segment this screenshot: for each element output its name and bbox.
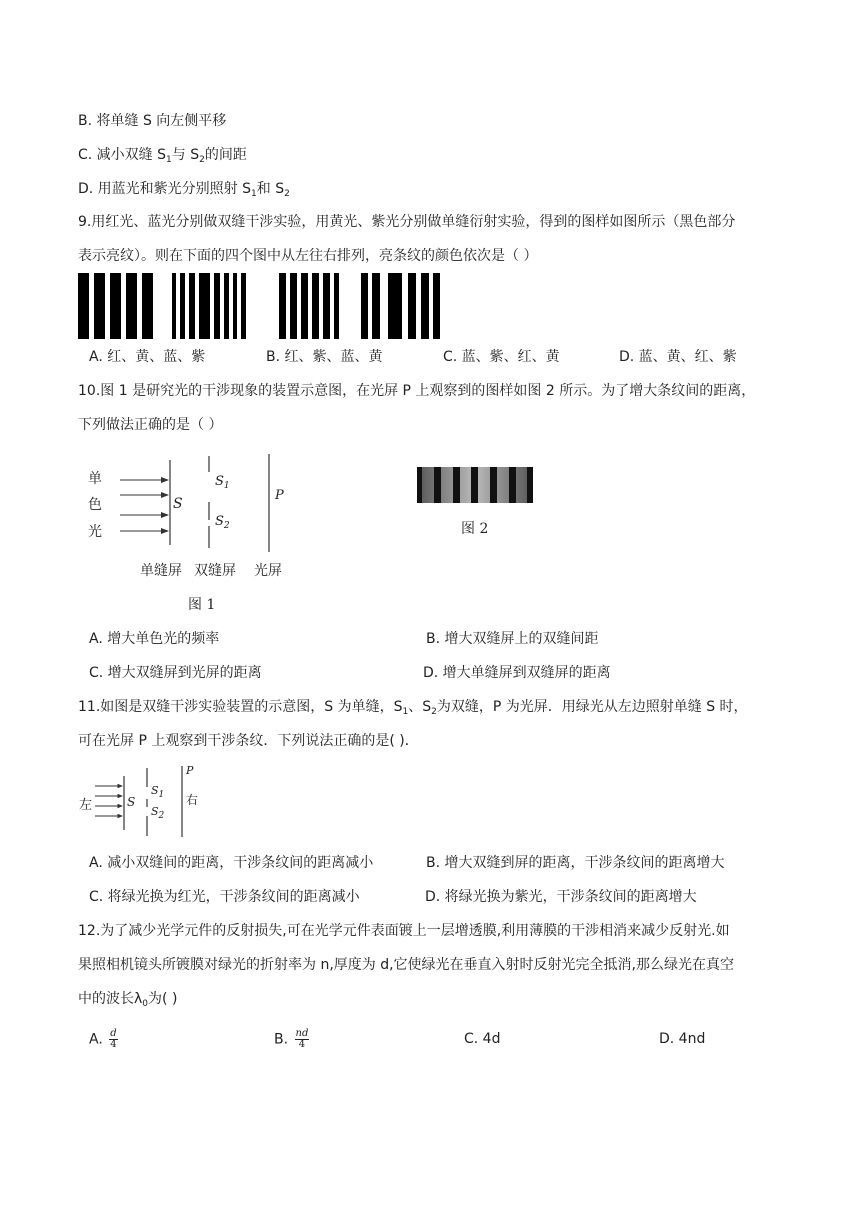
subscript: 1 xyxy=(223,481,230,491)
fraction-numerator: nd xyxy=(295,1028,309,1039)
q12-stem-line2: 果照相机镜头所镀膜对绿光的折射率为 n,厚度为 d,它使绿光在垂直入射时反射光完全抵消,那么绿光在真空 xyxy=(78,957,735,973)
q9-pattern-3 xyxy=(279,273,339,339)
q11-option-d[interactable]: D. 将绿光换为紫光，干涉条纹间的距离增大 xyxy=(425,889,697,905)
q9-pattern-2 xyxy=(172,273,246,339)
figure-1-caption: 图 1 xyxy=(188,597,216,613)
q11-stem-text: 11.如图是双缝干涉实验装置的示意图，S 为单缝，S xyxy=(78,699,403,715)
subscript: 1 xyxy=(158,790,165,800)
q11-s1-letter: S xyxy=(151,784,159,797)
q11-p-label: P xyxy=(186,764,194,777)
subscript: 2 xyxy=(199,155,205,165)
subscript: 2 xyxy=(223,521,230,531)
q10-option-d[interactable]: D. 增大单缝屏到双缝屏的距离 xyxy=(423,665,611,681)
q8-option-c xyxy=(78,145,247,170)
q12-option-b-label: B. xyxy=(274,1031,289,1048)
slit-s-label: S xyxy=(173,496,183,512)
label-light-screen: 光屏 xyxy=(254,563,282,579)
subscript: 2 xyxy=(284,189,290,199)
q8-option-c-text: 与 S xyxy=(171,147,200,163)
subscript: 1 xyxy=(251,189,257,199)
q11-incident-arrows xyxy=(95,786,122,816)
q10-stem-line1: 10.图 1 是研究光的干涉现象的装置示意图，在光屏 P 上观察到的图样如图 2 所示。为了增大条纹间的距离， xyxy=(78,383,756,399)
figure-2-caption: 图 2 xyxy=(461,521,489,537)
q8-option-d-text: D. 用蓝光和紫光分别照射 S xyxy=(78,181,252,197)
q12-stem-line1: 12.为了减少光学元件的反射损失,可在光学元件表面镀上一层增透膜,利用薄膜的干涉相消来减少反射光.如 xyxy=(78,923,730,939)
q9-stem-line2: 表示亮纹）。则在下面的四个图中从左往右排列，亮条纹的颜色依次是（ ） xyxy=(78,248,538,264)
q11-option-a[interactable]: A. 减小双缝间的距离，干涉条纹间的距离减小 xyxy=(89,855,374,871)
q8-option-d xyxy=(78,179,290,204)
slit-s1-letter: S xyxy=(215,474,224,489)
q8-option-d-text: 和 S xyxy=(256,181,285,197)
q9-stem-line1: 9.用红光、蓝光分别做双缝干涉实验，用黄光、紫光分别做单缝衍射实验，得到的图样如图所示（黑色部分 xyxy=(78,214,736,230)
q10-option-a[interactable]: A. 增大单色光的频率 xyxy=(89,631,220,647)
slit-s2-label xyxy=(215,514,230,531)
q12-option-a[interactable] xyxy=(89,1029,118,1050)
q12-option-b[interactable] xyxy=(274,1029,309,1050)
q8-option-c-text: C. 减小双缝 S xyxy=(78,147,167,163)
q12-stem-text: 为( ) xyxy=(148,991,178,1007)
q11-stem-line2: 可在光屏 P 上观察到干涉条纹．下列说法正确的是( )． xyxy=(78,733,419,749)
q10-option-b[interactable]: B. 增大双缝屏上的双缝间距 xyxy=(426,631,599,647)
q11-figure xyxy=(78,764,208,839)
slit-s2-letter: S xyxy=(215,514,224,529)
light-char-2: 色 xyxy=(88,497,102,513)
fraction-numerator: d xyxy=(110,1028,117,1039)
label-double-slit-screen: 双缝屏 xyxy=(194,563,236,579)
q12-option-b-fraction xyxy=(295,1029,310,1050)
q11-left-label: 左 xyxy=(79,798,93,813)
light-char-3: 光 xyxy=(88,524,102,540)
label-single-slit-screen: 单缝屏 xyxy=(140,563,182,579)
q9-pattern-1 xyxy=(78,273,153,339)
q11-right-label: 右 xyxy=(186,793,199,807)
q9-fringe-patterns xyxy=(78,273,443,339)
q10-option-c[interactable]: C. 增大双缝屏到光屏的距离 xyxy=(89,665,262,681)
q12-option-c[interactable]: C. 4d xyxy=(464,1031,501,1047)
interference-pattern-graphic xyxy=(417,467,533,503)
q11-option-b[interactable]: B. 增大双缝到屏的距离，干涉条纹间的距离增大 xyxy=(426,855,725,871)
q12-stem-text: 中的波长λ xyxy=(78,991,143,1007)
q9-option-b[interactable]: B. 红、紫、蓝、黄 xyxy=(266,349,383,365)
q11-stem-text: 为双缝，P 为光屏．用绿光从左边照射单缝 S 时， xyxy=(436,699,748,715)
slit-s1-label xyxy=(215,474,230,491)
q11-s-label: S xyxy=(127,795,136,809)
subscript: 0 xyxy=(142,999,149,1009)
q8-option-c-text: 的间距 xyxy=(204,147,247,163)
subscript: 2 xyxy=(158,811,165,821)
q12-option-a-fraction xyxy=(109,1029,117,1050)
q12-option-d[interactable]: D. 4nd xyxy=(659,1031,706,1047)
q11-stem-text: 、S xyxy=(408,699,432,715)
q8-option-b: B. 将单缝 S 向左侧平移 xyxy=(78,113,227,129)
subscript: 1 xyxy=(402,707,409,717)
q9-pattern-4 xyxy=(361,273,440,339)
q11-option-c[interactable]: C. 将绿光换为红光，干涉条纹间的距离减小 xyxy=(89,889,360,905)
q9-option-c[interactable]: C. 蓝、紫、红、黄 xyxy=(443,349,560,365)
q9-option-a[interactable]: A. 红、黄、蓝、紫 xyxy=(89,349,206,365)
q11-s2-label xyxy=(151,805,164,821)
q10-figure-1 xyxy=(80,450,300,620)
screen-p-label: P xyxy=(275,488,284,503)
q10-figure-2 xyxy=(417,467,533,503)
q11-stem-line1 xyxy=(78,697,748,722)
incident-light-arrows xyxy=(120,480,168,531)
q12-stem-line3 xyxy=(78,989,177,1014)
q10-stem-line2: 下列做法正确的是（ ） xyxy=(78,417,223,433)
fraction-denominator: 4 xyxy=(298,1039,306,1050)
q9-option-d[interactable]: D. 蓝、黄、红、紫 xyxy=(619,349,737,365)
light-char-1: 单 xyxy=(88,471,102,487)
fraction-denominator: 4 xyxy=(110,1039,117,1050)
subscript: 1 xyxy=(166,155,172,165)
q11-s1-label xyxy=(151,784,164,800)
subscript: 2 xyxy=(431,707,437,717)
q11-s2-letter: S xyxy=(151,805,159,818)
q12-option-a-label: A. xyxy=(89,1031,103,1048)
